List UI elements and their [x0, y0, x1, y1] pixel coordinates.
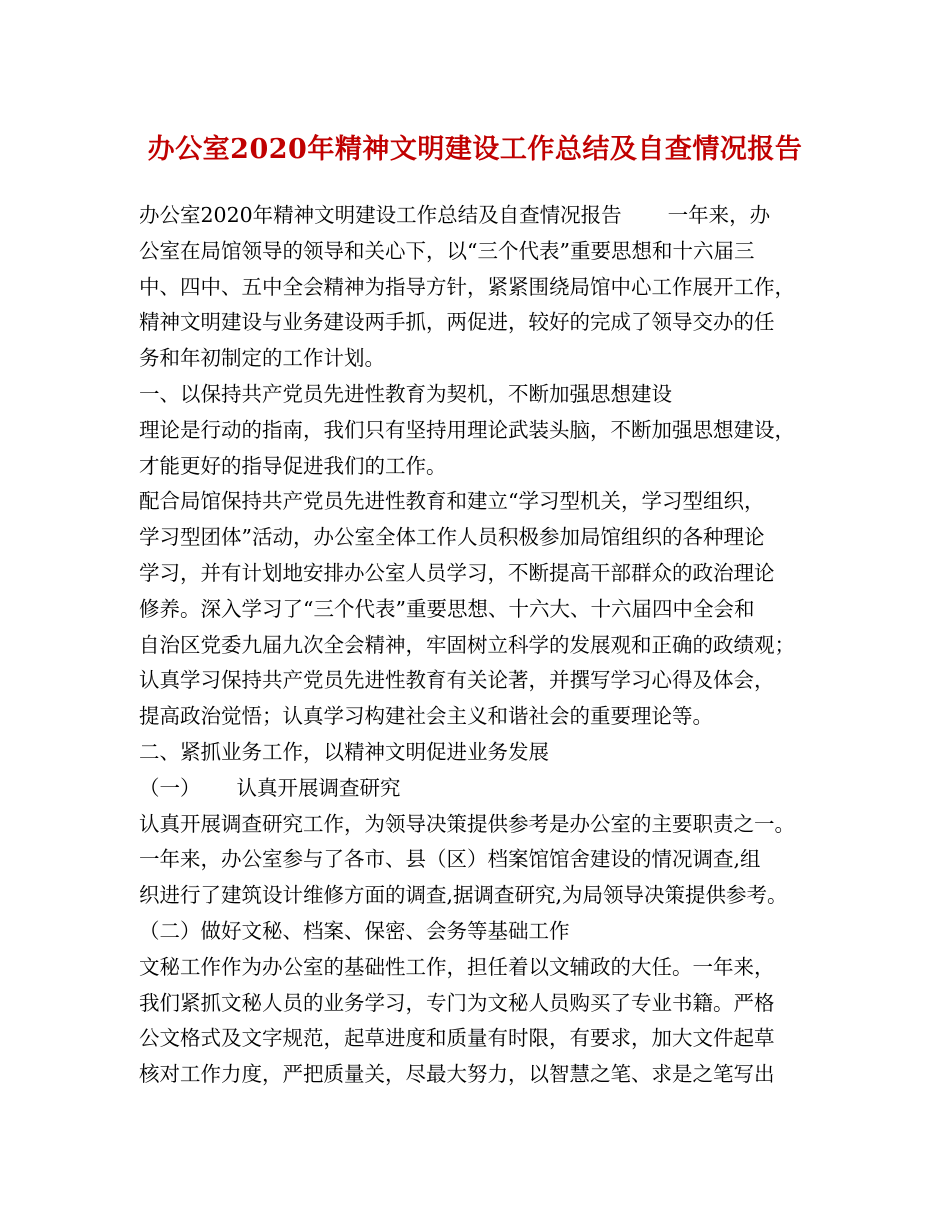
paragraph-line: 我们紧抓文秘人员的业务学习，专门为文秘人员购买了专业书籍。严格 — [139, 990, 775, 1015]
paragraph-line: 公室在局馆领导的领导和关心下，以“三个代表”重要思想和十六届三 — [139, 238, 755, 263]
paragraph-line: 才能更好的指导促进我们的工作。 — [139, 453, 447, 478]
paragraph-line: 配合局馆保持共产党员先进性教育和建立“学习型机关，学习型组织， — [139, 489, 765, 514]
intro-title-repeat: 办公室2020年精神文明建设工作总结及自查情况报告 — [139, 203, 622, 227]
paragraph-line: 织进行了建筑设计维修方面的调查,据调查研究,为局领导决策提供参考。 — [139, 883, 788, 908]
intro-text-start: 一年来，办 — [667, 203, 771, 227]
subsection-heading-1 — [139, 771, 829, 807]
subsection-number: （一） — [139, 775, 201, 800]
paragraph-line: 理论是行动的指南，我们只有坚持用理论武装头脑，不断加强思想建设， — [139, 417, 795, 442]
paragraph-line: 中、四中、五中全会精神为指导方针，紧紧围绕局馆中心工作展开工作， — [139, 274, 795, 299]
paragraph-line: 核对工作力度，严把质量关，尽最大努力，以智慧之笔、求是之笔写出 — [139, 1062, 775, 1087]
paragraph-line: 认真学习保持共产党员先进性教育有关论著，并撰写学习心得及体会， — [139, 668, 775, 693]
paragraph-line: 精神文明建设与业务建设两手抓，两促进，较好的完成了领导交办的任 — [139, 310, 775, 335]
document-title: 办公室2020年精神文明建设工作总结及自查情况报告 — [147, 134, 803, 165]
paragraph-line — [139, 198, 829, 234]
paragraph-line: 公文格式及文字规范，起草进度和质量有时限，有要求，加大文件起草 — [139, 1026, 775, 1051]
subsection-title: 认真开展调查研究 — [236, 775, 401, 800]
section-heading-2: 二、紧抓业务工作，以精神文明促进业务发展 — [139, 739, 549, 764]
paragraph-line: 文秘工作作为办公室的基础性工作，担任着以文辅政的大任。一年来， — [139, 954, 775, 979]
paragraph-line: 学习型团体”活动，办公室全体工作人员积极参加局馆组织的各种理论 — [139, 525, 765, 550]
paragraph-line: 提高政治觉悟；认真学习构建社会主义和谐社会的重要理论等。 — [139, 704, 713, 729]
paragraph-line: 修养。深入学习了“三个代表”重要思想、十六大、十六届四中全会和 — [139, 596, 755, 621]
paragraph-line: 自治区党委九届九次全会精神，牢固树立科学的发展观和正确的政绩观； — [139, 632, 795, 657]
paragraph-line: 学习，并有计划地安排办公室人员学习，不断提高干部群众的政治理论 — [139, 560, 775, 585]
subsection-heading-2: （二）做好文秘、档案、保密、会务等基础工作 — [139, 918, 570, 943]
paragraph-line: 认真开展调查研究工作，为领导决策提供参考是办公室的主要职责之一。 — [139, 811, 795, 836]
document-body — [139, 198, 829, 1093]
paragraph-line: 务和年初制定的工作计划。 — [139, 346, 385, 371]
paragraph-line: 一年来，办公室参与了各市、县（区）档案馆馆舍建设的情况调查,组 — [139, 847, 761, 872]
section-heading-1: 一、以保持共产党员先进性教育为契机，不断加强思想建设 — [139, 381, 672, 406]
